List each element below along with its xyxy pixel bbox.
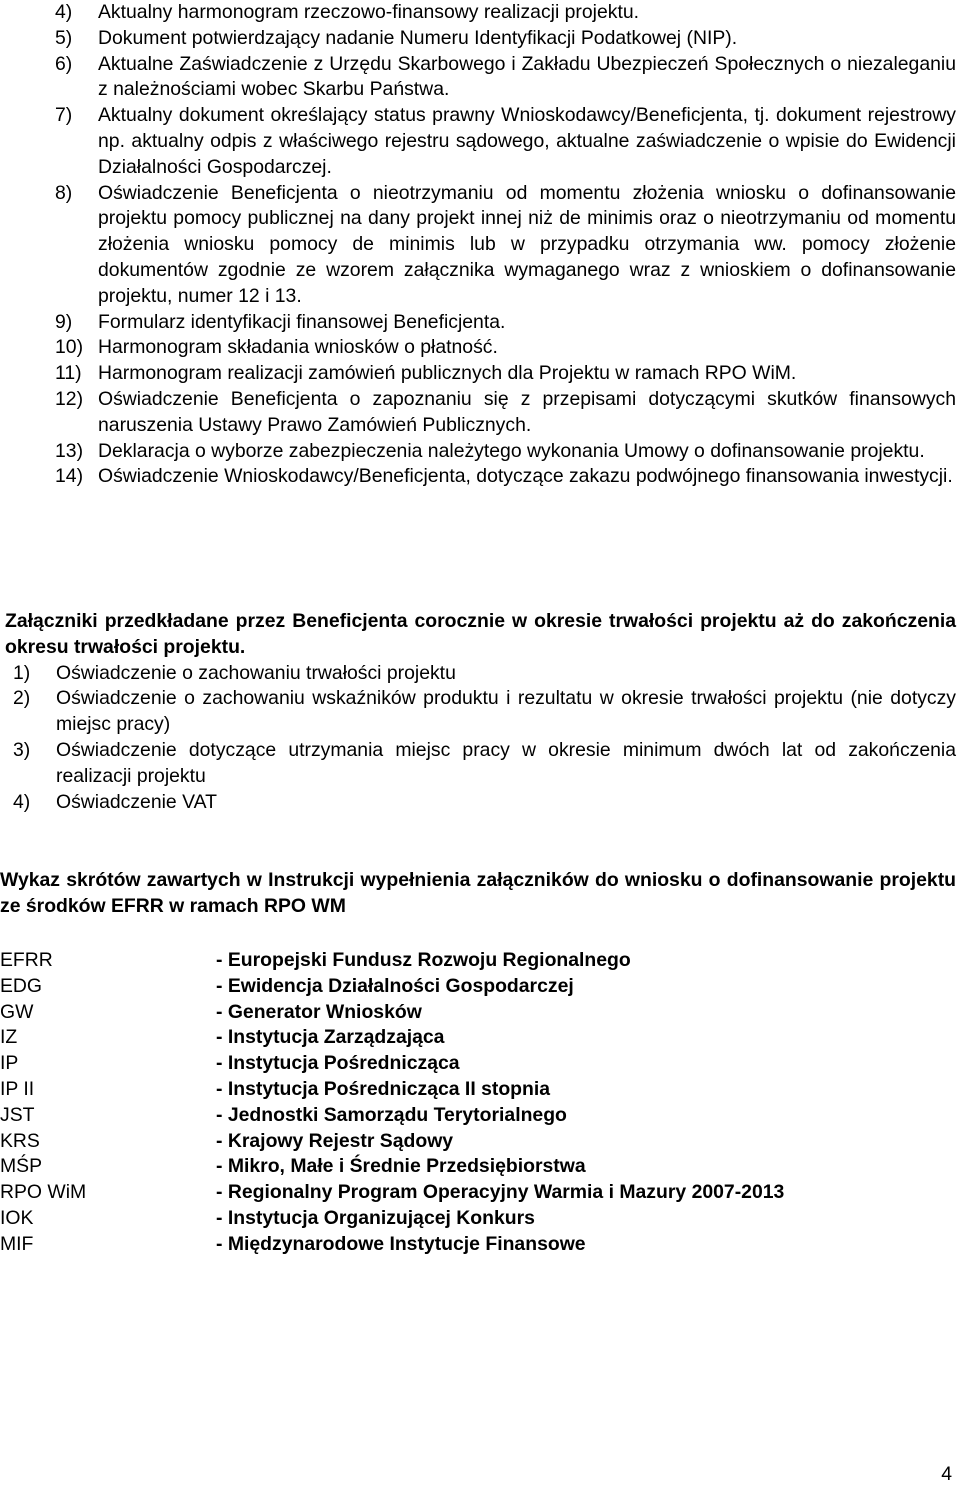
list-item [13, 661, 956, 687]
item-number: 1) [13, 661, 31, 684]
abbreviation-row [0, 1025, 956, 1051]
list-item [55, 0, 956, 26]
page-number: 4 [941, 1463, 952, 1485]
list-item [55, 26, 956, 52]
item-number: 8) [55, 181, 73, 204]
item-number: 9) [55, 310, 73, 333]
item-number: 10) [55, 336, 84, 359]
abbreviation: IP [0, 1052, 19, 1075]
list-item [55, 439, 956, 465]
abbreviation-meaning: - Instytucja Zarządzająca [216, 1026, 445, 1049]
abbreviation-meaning: - Mikro, Małe i Średnie Przedsiębiorstwa [216, 1155, 586, 1178]
abbreviation-meaning: - Regionalny Program Operacyjny Warmia i Mazury 2007-2013 [216, 1181, 785, 1204]
item-number: 4) [13, 790, 31, 813]
abbreviation-row [0, 1000, 956, 1026]
abbreviation-meaning: - Instytucja Pośrednicząca [216, 1052, 460, 1075]
list-item [13, 790, 956, 816]
abbreviation-meaning: - Ewidencja Działalności Gospodarczej [216, 974, 574, 997]
item-number: 3) [13, 738, 31, 761]
item-number: 5) [55, 26, 73, 49]
abbreviation: IOK [0, 1206, 34, 1229]
abbreviation: IP II [0, 1077, 35, 1100]
abbreviation-meaning: - Instytucja Pośrednicząca II stopnia [216, 1077, 551, 1100]
abbreviation-row [0, 1051, 956, 1077]
list-item [55, 310, 956, 336]
abbreviation-meaning: - Międzynarodowe Instytucje Finansowe [216, 1232, 586, 1255]
item-number: 12) [55, 387, 84, 410]
item-text: Formularz identyfikacji finansowej Beneficjenta. [98, 310, 506, 333]
item-text: Oświadczenie VAT [56, 790, 217, 813]
item-text: Dokument potwierdzający nadanie Numeru Identyfikacji Podatkowej (NIP). [98, 26, 738, 49]
annual-attachments-section [5, 609, 956, 815]
item-number: 11) [55, 362, 82, 385]
item-text: Deklaracja o wyborze zabezpieczenia należytego wykonania Umowy o dofinansowanie projektu. [98, 439, 925, 462]
abbreviation-meaning: - Instytucja Organizującej Konkurs [216, 1206, 535, 1229]
item-text: Aktualny dokument określający status prawny Wnioskodawcy/Beneficjenta, tj. dokument rejestrowy np. aktualny odpis z właściwego rejestru sądowego, aktualne zaświadczenie o wpisie do Ewidencji Działalności Gospodarczej. [98, 104, 956, 178]
abbreviation: GW [0, 1000, 34, 1023]
list-item [13, 738, 956, 790]
item-text: Aktualny harmonogram rzeczowo-finansowy realizacji projektu. [98, 1, 640, 23]
abbreviation: JST [0, 1103, 35, 1126]
abbreviation: EDG [0, 974, 43, 997]
abbreviations-list [0, 948, 956, 1258]
abbreviation-meaning: - Generator Wniosków [216, 1000, 422, 1023]
abbreviation: MŚP [0, 1155, 43, 1178]
item-text: Oświadczenie Wnioskodawcy/Beneficjenta, dotyczące zakazu podwójnego finansowania inwestycji. [98, 465, 953, 488]
item-number: 2) [13, 687, 31, 710]
item-text: Aktualne Zaświadczenie z Urzędu Skarbowego i Zakładu Ubezpieczeń Społecznych o niezaleganiu z należnościami wobec Skarbu Państwa. [98, 52, 956, 101]
list-item [55, 181, 956, 310]
item-text: Oświadczenie o zachowaniu trwałości projektu [56, 661, 456, 684]
section-heading: Załączniki przedkładane przez Beneficjenta corocznie w okresie trwałości projektu aż do zakończenia okresu trwałości projektu. [5, 610, 956, 658]
annual-attachments-list [5, 661, 956, 816]
item-number: 4) [55, 1, 73, 23]
list-item [55, 103, 956, 180]
item-number: 14) [55, 465, 84, 488]
abbreviation-row [0, 1232, 956, 1258]
abbreviation-meaning: - Europejski Fundusz Rozwoju Regionalnego [216, 949, 631, 971]
abbreviation: KRS [0, 1129, 40, 1152]
abbreviation-row [0, 1206, 956, 1232]
item-text: Oświadczenie Beneficjenta o zapoznaniu się z przepisami dotyczącymi skutków finansowych naruszenia Ustawy Prawo Zamówień Publicznych. [98, 387, 956, 436]
item-text: Harmonogram składania wniosków o płatność. [98, 336, 498, 359]
section-heading: Wykaz skrótów zawartych w Instrukcji wypełnienia załączników do wniosku o dofinansowanie projektu ze środków EFRR w ramach RPO WM [0, 869, 956, 917]
abbreviation: IZ [0, 1026, 18, 1049]
list-item [55, 464, 956, 490]
abbreviation-meaning: - Jednostki Samorządu Terytorialnego [216, 1103, 567, 1126]
abbreviation-row [0, 1180, 956, 1206]
abbreviations-heading-block [0, 868, 956, 920]
abbreviation-row [0, 1103, 956, 1129]
abbreviation-row [0, 1129, 956, 1155]
item-number: 13) [55, 439, 84, 462]
abbreviation: EFRR [0, 949, 53, 971]
item-text: Oświadczenie dotyczące utrzymania miejsc pracy w okresie minimum dwóch lat od zakończenia realizacji projektu [56, 738, 956, 787]
item-text: Oświadczenie Beneficjenta o nieotrzymaniu od momentu złożenia wniosku o dofinansowanie projektu pomocy publicznej na dany projekt innej niż de minimis oraz o nieotrzymaniu od momentu złożenia wniosku pomocy de minimis lub w przypadku otrzymania ww. pomocy złożenie dokumentów zgodnie ze wzorem załącznika wymaganego wraz z wnioskiem o dofinansowanie projektu, numer 12 i 13. [98, 181, 956, 307]
abbreviation: MIF [0, 1232, 34, 1255]
item-text: Harmonogram realizacji zamówień publicznych dla Projektu w ramach RPO WiM. [98, 362, 797, 385]
abbreviation-row [0, 1077, 956, 1103]
list-item [55, 52, 956, 104]
abbreviation: RPO WiM [0, 1181, 87, 1204]
list-item [55, 335, 956, 361]
list-item [55, 387, 956, 439]
abbreviation-row [0, 974, 956, 1000]
item-number: 6) [55, 52, 73, 75]
item-text: Oświadczenie o zachowaniu wskaźników produktu i rezultatu w okresie trwałości projektu (nie dotyczy miejsc pracy) [56, 687, 956, 736]
abbreviation-row [0, 948, 956, 974]
list-item [13, 686, 956, 738]
item-number: 7) [55, 104, 73, 127]
abbreviation-row [0, 1154, 956, 1180]
abbreviation-meaning: - Krajowy Rejestr Sądowy [216, 1129, 454, 1152]
requirements-list [55, 0, 956, 490]
list-item [55, 361, 956, 387]
